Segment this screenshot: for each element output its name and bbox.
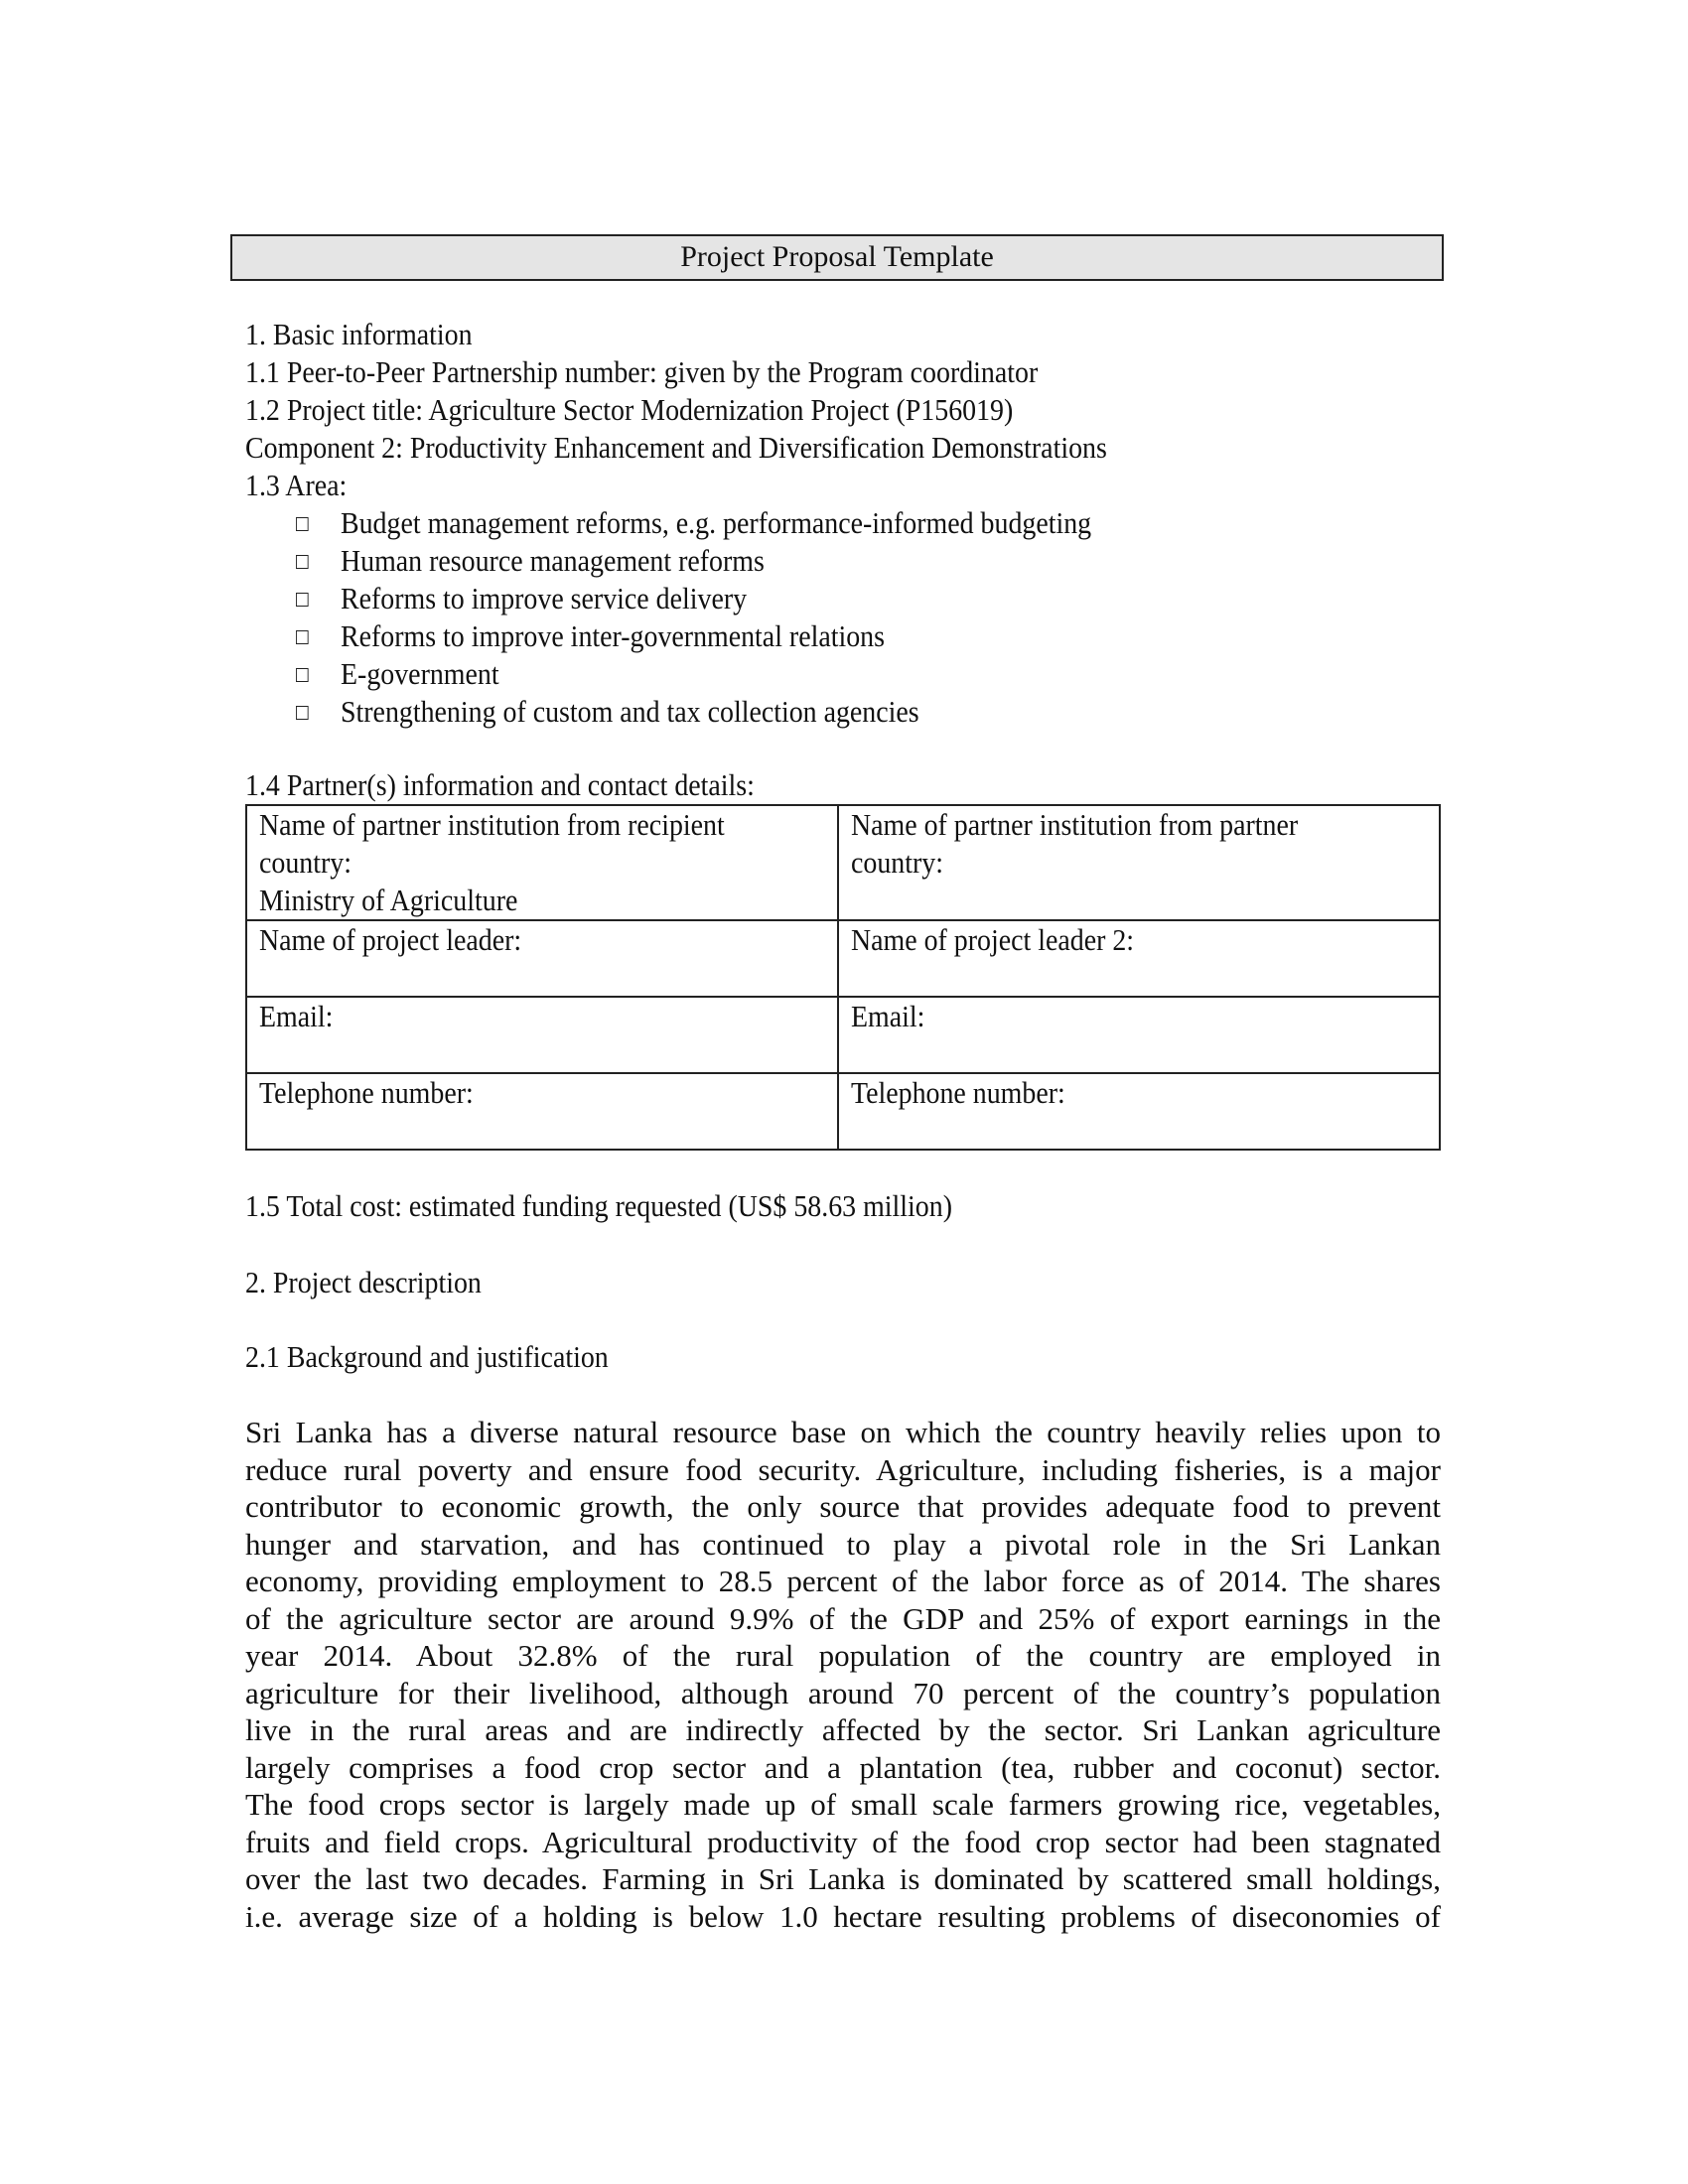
table-row xyxy=(246,1073,1440,1150)
section-2-heading: 2. Project description xyxy=(245,1265,482,1299)
area-label: 1.3 Area: xyxy=(245,468,348,502)
project-leader-2-cell[interactable] xyxy=(838,920,1440,997)
recipient-institution-value: Ministry of Agriculture xyxy=(259,883,518,917)
area-option[interactable] xyxy=(296,504,1091,542)
project-title: 1.2 Project title: Agriculture Sector Modernization Project (P156019) xyxy=(245,392,1014,427)
telephone-cell[interactable] xyxy=(246,1073,838,1150)
cell-label: country: xyxy=(851,845,943,880)
cell-label: Name of project leader 2: xyxy=(851,922,1135,957)
paragraph-line: agriculture for their livelihood, although around 70 percent of the country’s population xyxy=(245,1675,1441,1710)
cell-label: Name of project leader: xyxy=(259,922,522,957)
cell-label: Telephone number: xyxy=(851,1075,1065,1110)
cell-label: Email: xyxy=(851,999,925,1033)
checkbox-icon[interactable] xyxy=(296,706,309,720)
total-cost: 1.5 Total cost: estimated funding requested (US$ 58.63 million) xyxy=(245,1188,952,1223)
document-title-box xyxy=(230,234,1444,281)
telephone-2-cell[interactable] xyxy=(838,1073,1440,1150)
table-row xyxy=(246,997,1440,1073)
paragraph-line: hunger and starvation, and has continued to play a pivotal role in the Sri Lankan xyxy=(245,1526,1441,1562)
paragraph-line: year 2014. About 32.8% of the rural population of the country are employed in xyxy=(245,1638,1441,1673)
section-1-heading: 1. Basic information xyxy=(245,317,473,351)
project-leader-cell[interactable] xyxy=(246,920,838,997)
area-option[interactable] xyxy=(296,542,765,580)
area-option-label: Reforms to improve service delivery xyxy=(341,581,748,615)
partner-institution-cell[interactable] xyxy=(838,805,1440,920)
area-option[interactable] xyxy=(296,617,885,655)
area-option[interactable] xyxy=(296,693,919,731)
paragraph-line: fruits and field crops. Agricultural productivity of the food crop sector had been stagnated xyxy=(245,1824,1441,1859)
paragraph-line: largely comprises a food crop sector and a plantation (tea, rubber and coconut) sector. xyxy=(245,1749,1441,1785)
partners-label: 1.4 Partner(s) information and contact details: xyxy=(245,767,755,802)
checkbox-icon[interactable] xyxy=(296,668,309,682)
paragraph-line: over the last two decades. Farming in Sri Lanka is dominated by scattered small holdings, xyxy=(245,1861,1441,1896)
table-row xyxy=(246,920,1440,997)
checkbox-icon[interactable] xyxy=(296,517,309,531)
background-paragraph xyxy=(245,1414,1441,1935)
area-option-label: Budget management reforms, e.g. performance-informed budgeting xyxy=(341,505,1092,540)
cell-label: Telephone number: xyxy=(259,1075,474,1110)
partnership-number: 1.1 Peer-to-Peer Partnership number: given by the Program coordinator xyxy=(245,354,1039,389)
area-option-label: Reforms to improve inter-governmental relations xyxy=(341,618,885,653)
recipient-institution-cell[interactable] xyxy=(246,805,838,920)
checkbox-icon[interactable] xyxy=(296,630,309,644)
checkbox-icon[interactable] xyxy=(296,555,309,569)
checkbox-icon[interactable] xyxy=(296,593,309,607)
partners-table xyxy=(245,804,1441,1151)
cell-label: Name of partner institution from recipient xyxy=(259,807,725,842)
component: Component 2: Productivity Enhancement and Diversification Demonstrations xyxy=(245,430,1107,465)
document-title: Project Proposal Template xyxy=(680,240,994,273)
cell-label: country: xyxy=(259,845,352,880)
paragraph-line: i.e. average size of a holding is below 1.0 hectare resulting problems of diseconomies of xyxy=(245,1898,1441,1934)
paragraph-line: The food crops sector is largely made up of small scale farmers growing rice, vegetables, xyxy=(245,1787,1441,1822)
area-option[interactable] xyxy=(296,655,499,693)
email-2-cell[interactable] xyxy=(838,997,1440,1073)
background-subheading: 2.1 Background and justification xyxy=(245,1339,609,1374)
cell-label: Email: xyxy=(259,999,334,1033)
paragraph-line: economy, providing employment to 28.5 percent of the labor force as of 2014. The shares xyxy=(245,1564,1441,1598)
paragraph-line: reduce rural poverty and ensure food security. Agriculture, including fisheries, is a major xyxy=(245,1451,1441,1487)
email-cell[interactable] xyxy=(246,997,838,1073)
cell-label: Name of partner institution from partner xyxy=(851,807,1299,842)
paragraph-line: contributor to economic growth, the only source that provides adequate food to prevent xyxy=(245,1489,1441,1524)
table-row xyxy=(246,805,1440,920)
area-option-label: Human resource management reforms xyxy=(341,543,765,578)
area-option-label: E-government xyxy=(341,656,499,691)
paragraph-line: of the agriculture sector are around 9.9% of the GDP and 25% of export earnings in the xyxy=(245,1600,1441,1636)
paragraph-line: live in the rural areas and are indirectly affected by the sector. Sri Lankan agriculture xyxy=(245,1712,1441,1747)
area-option-label: Strengthening of custom and tax collection agencies xyxy=(341,694,919,729)
area-option[interactable] xyxy=(296,580,747,617)
paragraph-line: Sri Lanka has a diverse natural resource base on which the country heavily relies upon to xyxy=(245,1415,1441,1449)
